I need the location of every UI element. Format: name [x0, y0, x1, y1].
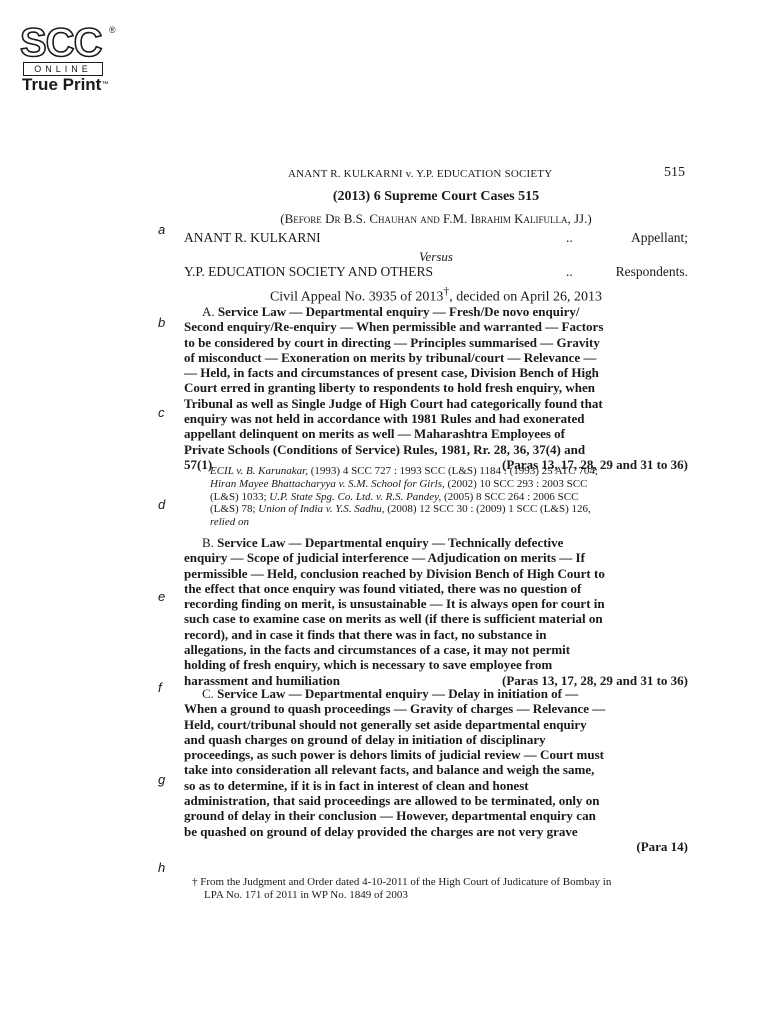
margin-letter-e: e	[158, 589, 166, 604]
appellant-name: ANANT R. KULKARNI	[184, 230, 321, 245]
headnote-c-line: Held, court/tribunal should not generally set aside departmental enquiry	[184, 716, 587, 732]
ref-cite: (L&S) 78;	[210, 503, 259, 516]
headnote-c-line: take into consideration all relevant facts, and balance and weigh the same,	[184, 762, 595, 778]
headnote-c-line: be quashed on ground of delay provided the charges are not very grave	[184, 823, 578, 839]
registered-mark: ®	[109, 25, 116, 35]
trademark-mark: ™	[101, 81, 109, 88]
footnote-line-1: † From the Judgment and Order dated 4-10-2011 of the High Court of Judicature of Bombay in	[192, 876, 612, 888]
ref-case: Union of India v. Y.S. Sadhu,	[258, 503, 385, 516]
margin-letter-b: b	[158, 315, 166, 330]
page-number: 515	[664, 165, 685, 180]
headnote-c-paras: (Para 14)	[636, 838, 688, 854]
respondent-dots: ..	[566, 264, 573, 279]
headnote-a-text: Service Law — Departmental enquiry — Fresh/De novo enquiry/	[217, 304, 580, 319]
headnote-a-line: Second enquiry/Re-enquiry — When permissible and warranted — Factors	[184, 319, 604, 335]
headnote-a-line: appellant delinquent on merits as well — Maharashtra Employees of	[184, 426, 565, 442]
true-print-label: True Print	[22, 75, 102, 94]
headnote-c-line: proceedings, as such power is dehors limits of judicial review — Court must	[184, 747, 604, 763]
ref-relied-on: relied on	[210, 516, 249, 529]
headnote-a-line: Private Schools (Conditions of Service) Rules, 1981, Rr. 28, 36, 37(4) and	[184, 441, 586, 457]
ref-cite: (2002) 10 SCC 293 : 2003 SCC	[444, 477, 588, 490]
ref-line	[210, 516, 688, 529]
ref-cite: (2008) 12 SCC 30 : (2009) 1 SCC (L&S) 126,	[384, 503, 591, 516]
respondent-row	[184, 264, 688, 280]
bench-open-paren: (	[280, 211, 285, 226]
headnote-b-line: such case to examine case on merits as well (if there is sufficient material on	[184, 611, 603, 627]
ref-case: U.P. State Spg. Co. Ltd. v. R.S. Pandey,	[269, 490, 442, 503]
respondent-name: Y.P. EDUCATION SOCIETY AND OTHERS	[184, 264, 434, 279]
running-head: ANANT R. KULKARNI v. Y.P. EDUCATION SOCIETY	[288, 168, 553, 180]
ref-line	[210, 465, 688, 478]
headnote-c-text: Service Law — Departmental enquiry — Delay in initiation of —	[217, 686, 579, 701]
ref-line	[210, 503, 688, 516]
bench-close-paren: )	[587, 211, 592, 226]
logo-scc-text: SCC	[20, 21, 102, 65]
appellant-dots: ..	[566, 230, 573, 245]
ref-case: ECIL v. B. Karunakar,	[210, 465, 308, 477]
margin-letter-a: a	[158, 222, 166, 237]
ref-cite: (L&S) 1033;	[210, 490, 270, 503]
headnote-b-line: allegations, in the facts and circumstances of a case, it may not permit	[184, 642, 571, 658]
appeal-date: , decided on April 26, 2013	[449, 289, 603, 305]
headnote-c-line: ground of delay in their conclusion — However, departmental enquiry can	[184, 808, 596, 824]
case-citation: (2013) 6 Supreme Court Cases 515	[332, 189, 540, 204]
headnote-a-line: of misconduct — Exoneration on merits by tribunal/court — Relevance —	[184, 349, 597, 365]
headnote-b-line: permissible — Held, conclusion reached by Division Bench of High Court to	[184, 565, 605, 581]
headnote-b-line: recording finding on merit, is unsustainable — It is always open for court in	[184, 596, 605, 612]
appellant-role: Appellant;	[631, 230, 688, 245]
margin-letter-h: h	[158, 860, 166, 875]
headnote-b	[184, 535, 688, 688]
versus-label: Versus	[419, 249, 453, 264]
headnote-a-line-1	[184, 304, 688, 319]
footnote	[192, 876, 688, 902]
headnote-a-line: Tribunal as well as Single Judge of High Court had categorically found that	[184, 395, 603, 411]
appeal-number: Civil Appeal No. 3935 of 2013	[269, 289, 444, 305]
bench-judges: Dr B.S. Chauhan and F.M. Ibrahim Kalifulla, JJ.	[325, 211, 588, 226]
bench-line	[184, 211, 688, 227]
logo-online-text: ONLINE	[23, 62, 103, 76]
headnote-a-last: 57(1)	[184, 456, 213, 472]
ref-line	[210, 478, 688, 491]
ref-line	[210, 491, 688, 504]
headnote-b-paras: (Paras 13, 17, 28, 29 and 31 to 36)	[502, 672, 688, 688]
headnote-c-line: When a ground to quash proceedings — Gravity of charges — Relevance —	[184, 701, 606, 717]
appeal-line	[184, 285, 688, 306]
margin-letter-f: f	[158, 680, 162, 695]
headnote-a	[184, 304, 688, 472]
headnote-a-line: enquiry was not held in accordance with 1981 Rules and had exonerated	[184, 411, 585, 427]
ref-cite: (1993) 4 SCC 727 : 1993 SCC (L&S) 1184 : (1993) 25 ATC 704;	[308, 465, 598, 477]
headnote-c	[184, 686, 688, 854]
headnote-c-line: administration, that said proceedings are allowed to be terminated, only on	[184, 793, 600, 809]
headnote-a-line: — Held, in facts and circumstances of present case, Division Bench of High	[184, 365, 599, 381]
headnote-c-line: so as to determine, if it is in fact in interest of clean and honest	[184, 777, 529, 793]
bench-before: Before	[284, 211, 322, 226]
headnote-c-line-1	[184, 686, 688, 701]
logo-true-print	[22, 75, 108, 95]
headnote-b-label: B.	[202, 535, 214, 550]
headnote-b-text: Service Law — Departmental enquiry — Technically defective	[217, 535, 564, 550]
margin-letter-d: d	[158, 497, 166, 512]
respondent-role: Respondents.	[615, 264, 688, 279]
ref-case: Hiran Mayee Bhattacharyya v. S.M. School for Girls,	[210, 477, 445, 490]
headnote-b-line: enquiry — Scope of judicial interference — Adjudication on merits — If	[184, 550, 585, 566]
scc-online-logo	[20, 21, 120, 94]
headnote-a-line: Court erred in granting liberty to respondents to hold fresh enquiry, when	[184, 380, 595, 396]
headnote-a-paras: (Paras 13, 17, 28, 29 and 31 to 36)	[502, 456, 688, 472]
margin-letter-g: g	[158, 772, 166, 787]
footnote-line-2: LPA No. 171 of 2011 in WP No. 1849 of 2003	[204, 889, 408, 901]
headnote-b-line: holding of fresh enquiry, which is necessary to save employee from	[184, 657, 553, 673]
headnote-a-line: to be considered by court in directing — Principles summarised — Gravity	[184, 334, 600, 350]
headnote-a-label: A.	[202, 304, 215, 319]
headnote-b-line: record), and in case it finds that there was in fact, no substance in	[184, 626, 547, 642]
headnote-c-label: C.	[202, 686, 214, 701]
appeal-dagger: †	[443, 285, 450, 298]
headnote-b-line-1	[184, 535, 688, 550]
referred-cases	[210, 465, 688, 529]
margin-letter-c: c	[158, 405, 165, 420]
appellant-row	[184, 230, 688, 246]
headnote-c-line: and quash charges on ground of delay in initiation of disciplinary	[184, 731, 546, 747]
headnote-b-line: the effect that once enquiry was found vitiated, there was no question of	[184, 580, 582, 596]
headnote-b-last: harassment and humiliation	[184, 672, 341, 688]
ref-cite: (2005) 8 SCC 264 : 2006 SCC	[441, 490, 579, 503]
